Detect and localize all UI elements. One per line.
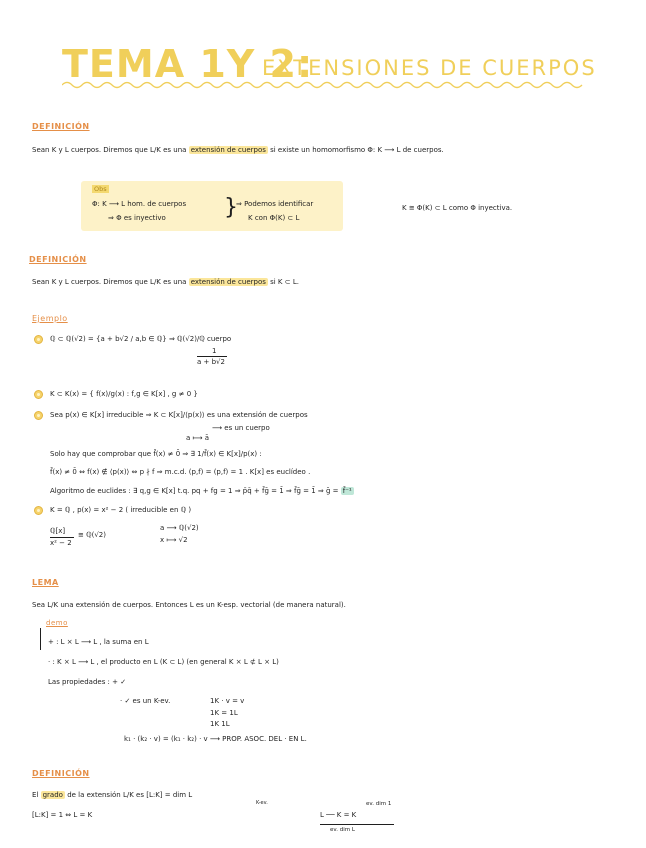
fraction-bar xyxy=(50,537,74,538)
title-underline-wave xyxy=(62,80,587,90)
section-heading-definition: DEFINICIÓN xyxy=(32,769,90,778)
diagram-top-label: ev. dim 1 xyxy=(366,801,392,807)
demo-line-6: 1K = 1L xyxy=(210,709,238,717)
degree-definition: El grado de la extensión L/K es [L:K] = dim L xyxy=(32,791,193,799)
bullet-icon xyxy=(34,411,43,420)
lemma-text: Sea L/K una extensión de cuerpos. Entonces L es un K-esp. vectorial (de manera natural). xyxy=(32,601,346,609)
degree-subscript: K-ev. xyxy=(256,800,268,806)
highlight-term: extensión de cuerpos xyxy=(190,146,266,154)
map-line-1: a ⟶ ℚ(√2) xyxy=(160,524,199,532)
example-3-euclides: Algoritmo de euclides : ∃ q,g ∈ K[x] t.q. pq + fg = 1 ⇒ p̄q̄ + f̄ḡ = 1̄ ⇒ f̄ḡ = 1̄ ⇒ ḡ = f̄⁻¹ xyxy=(50,487,352,495)
demo-heading: demo xyxy=(46,619,68,627)
bullet-icon xyxy=(34,506,43,515)
obs-tag: Obs xyxy=(94,185,107,193)
demo-line-4: · ✓ es un K-ev. xyxy=(120,697,171,705)
demo-line-3: Las propiedades : + ✓ xyxy=(48,678,127,686)
demo-line-5: 1K · v = v xyxy=(210,697,245,705)
definition-text: Sean K y L cuerpos. Diremos que L/K es una extensión de cuerpos si K ⊂ L. xyxy=(32,278,299,286)
section-heading-definition: DEFINICIÓN xyxy=(29,255,87,264)
diagram-middle: L ── K = K xyxy=(320,811,357,819)
obs-right-2: K con Φ(K) ⊂ L xyxy=(248,214,300,222)
example-3-check: Solo hay que comprobar que f̄(x) ≠ 0̄ ⇒ ∃ 1/f̄(x) ∈ K[x]/p(x) : xyxy=(50,450,262,458)
degree-one: [L:K] = 1 ⇔ L = K xyxy=(32,811,93,819)
obs-right-1: ⇒ Podemos identificar xyxy=(236,200,314,208)
page-subtitle: EXTENSIONES DE CUERPOS xyxy=(262,56,597,80)
brace-icon: } xyxy=(224,195,238,220)
highlight-inverse: f̄⁻¹ xyxy=(342,487,352,495)
section-heading-lemma: LEMA xyxy=(32,578,59,587)
diagram-bottom-label: ev. dim L xyxy=(330,827,355,833)
example-3-note: ⟶ es un cuerpo xyxy=(212,424,270,432)
demo-margin-line xyxy=(40,628,41,650)
demo-line-7: 1K 1L xyxy=(210,720,230,728)
definition-text: Sean K y L cuerpos. Diremos que L/K es una extensión de cuerpos si existe un homomorfismo Φ: K ⟶ L de cuerpos. xyxy=(32,146,444,154)
example-1: ℚ ⊂ ℚ(√2) = {a + b√2 / a,b ∈ ℚ} ⇒ ℚ(√2)/ℚ cuerpo xyxy=(50,335,232,343)
example-3: Sea p(x) ∈ K[x] irreducible ⇒ K ⊂ K[x]/⟨p(x)⟩ es una extensión de cuerpos xyxy=(50,411,308,419)
example-3-gcd: f̄(x) ≠ 0̄ ⇔ f(x) ∉ ⟨p(x)⟩ ⇔ p ∤ f ⇒ m.c.d. (p,f) = (p,f) = 1 . K[x] es euclídeo . xyxy=(50,468,311,476)
obs-line-1: Φ: K ⟶ L hom. de cuerpos xyxy=(92,200,187,208)
example-4: K = ℚ , p(x) = x² − 2 ( irreducible en ℚ ) xyxy=(50,506,192,514)
highlight-term: extensión de cuerpos xyxy=(190,278,266,286)
bullet-icon xyxy=(34,335,43,344)
fraction-bar xyxy=(197,356,227,357)
obs-line-2: ⇒ Φ es inyectivo xyxy=(108,214,166,222)
section-heading-definition: DEFINICIÓN xyxy=(32,122,90,131)
map-line-2: x ⟼ √2 xyxy=(160,536,188,544)
demo-line-1: + : L × L ⟶ L , la suma en L xyxy=(48,638,149,646)
bullet-icon xyxy=(34,390,43,399)
diagram-brace-line xyxy=(320,824,394,825)
example-2: K ⊂ K(x) = { f(x)/g(x) : f,g ∈ K[x] , g ≠ 0 } xyxy=(50,390,198,398)
fraction-denominator: a + b√2 xyxy=(197,358,225,366)
demo-line-8: k₁ · (k₂ · v) = (k₁ · k₂) · v ⟶ PROP. ASOC. DEL · EN L. xyxy=(124,735,307,743)
quotient-denominator: x² − 2 xyxy=(50,539,72,547)
obs-side-note: K ≅ Φ(K) ⊂ L como Φ inyectiva. xyxy=(402,204,513,212)
example-3-map: a ⟼ ā xyxy=(186,434,210,442)
demo-line-2: · : K × L ⟶ L , el producto en L (K ⊂ L) (en general K × L ⊄ L × L) xyxy=(48,658,279,666)
quotient-iso: ≅ ℚ(√2) xyxy=(78,531,106,539)
quotient-numerator: ℚ[x] xyxy=(50,527,66,535)
section-heading-example: Ejemplo xyxy=(32,314,68,323)
fraction-numerator: 1 xyxy=(212,347,217,355)
highlight-term: grado xyxy=(42,791,63,799)
page-title: TEMA 1Y 2: xyxy=(62,42,314,86)
